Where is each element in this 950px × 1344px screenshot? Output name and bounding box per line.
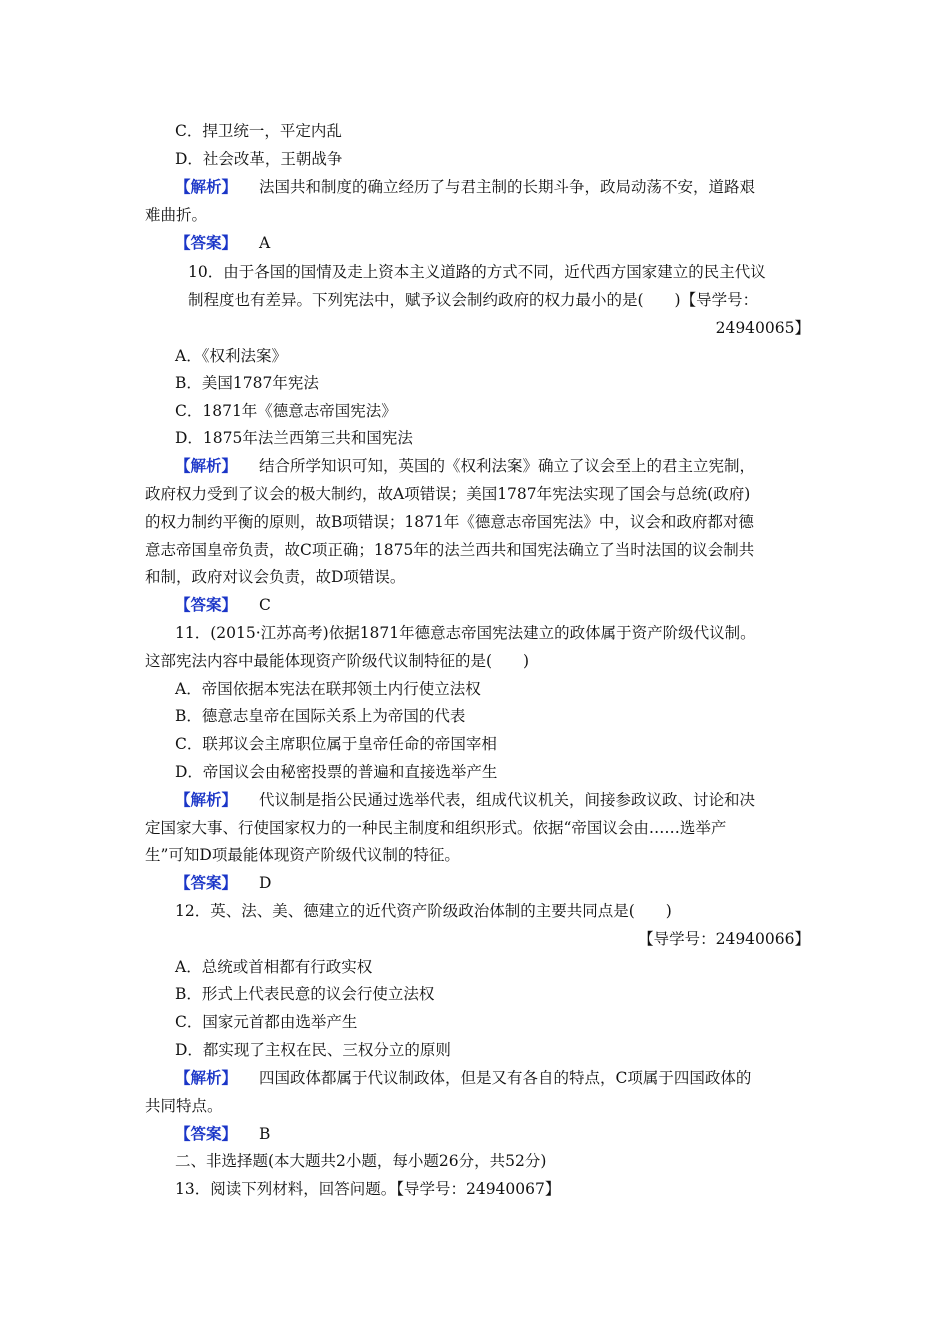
q11-option-d: D．帝国议会由秘密投票的普遍和直接选举产生	[175, 763, 498, 781]
q10-analysis-line3: 的权力制约平衡的原则，故B项错误；1871年《德意志帝国宪法》中，议会和政府都对德	[145, 513, 754, 531]
q11-stem-line2: 这部宪法内容中最能体现资产阶级代议制特征的是( )	[145, 652, 530, 670]
analysis-tag: 【解析】	[175, 456, 238, 475]
q12-stem: 12．英、法、美、德建立的近代资产阶级政治体制的主要共同点是( )	[175, 902, 672, 920]
answer-value: A	[259, 234, 271, 252]
q11-analysis-line3: 生”可知D项最能体现资产阶级代议制的特征。	[145, 846, 460, 864]
analysis-tag: 【解析】	[175, 1068, 238, 1087]
q9-option-c: C．捍卫统一，平定内乱	[175, 122, 342, 140]
q11-analysis-line2: 定国家大事、行使国家权力的一种民主制度和组织形式。依据“帝国议会由……选举产	[145, 819, 727, 837]
q12-option-c: C．国家元首都由选举产生	[175, 1013, 358, 1031]
analysis-text: 四国政体都属于代议制政体，但是又有各自的特点，C项属于四国政体的	[259, 1069, 752, 1087]
q11-answer	[175, 873, 271, 893]
q11-option-b: B．德意志皇帝在国际关系上为帝国的代表	[175, 707, 466, 725]
analysis-tag: 【解析】	[175, 790, 238, 809]
q10-analysis-line2: 政府权力受到了议会的极大制约，故A项错误；美国1787年宪法实现了国会与总统(政府)	[145, 485, 751, 503]
analysis-text: 法国共和制度的确立经历了与君主制的长期斗争，政局动荡不安，道路艰	[259, 178, 756, 196]
q10-option-a: A．《权利法案》	[175, 347, 287, 365]
answer-tag: 【答案】	[175, 1124, 238, 1143]
q12-answer	[175, 1124, 270, 1144]
answer-value: D	[259, 874, 272, 892]
q12-option-a: A．总统或首相都有行政实权	[175, 958, 373, 976]
answer-value: B	[259, 1125, 271, 1143]
q12-analysis-line2: 共同特点。	[145, 1097, 223, 1115]
q10-stem-line2: 制程度也有差异。下列宪法中，赋予议会制约政府的权力最小的是( )【导学号：	[188, 291, 759, 309]
q10-guide-number: 24940065】	[715, 319, 810, 337]
q9-analysis-cont: 难曲折。	[145, 206, 208, 224]
q10-option-b: B．美国1787年宪法	[175, 374, 319, 392]
answer-tag: 【答案】	[175, 233, 238, 252]
q11-analysis	[175, 790, 755, 810]
q12-option-d: D．都实现了主权在民、三权分立的原则	[175, 1041, 451, 1059]
q10-option-d: D．1875年法兰西第三共和国宪法	[175, 429, 413, 447]
q10-option-c: C．1871年《德意志帝国宪法》	[175, 402, 397, 420]
answer-tag: 【答案】	[175, 873, 238, 892]
q11-option-a: A．帝国依据本宪法在联邦领土内行使立法权	[175, 680, 481, 698]
q9-analysis	[175, 177, 755, 197]
answer-value: C	[259, 596, 271, 614]
section-heading: 二、非选择题(本大题共2小题，每小题26分，共52分)	[175, 1152, 547, 1170]
analysis-text: 代议制是指公民通过选举代表，组成代议机关，间接参政议政、讨论和决	[259, 791, 756, 809]
answer-tag: 【答案】	[175, 595, 238, 614]
q10-analysis-line5: 和制，政府对议会负责，故D项错误。	[145, 568, 406, 586]
q12-option-b: B．形式上代表民意的议会行使立法权	[175, 985, 435, 1003]
q10-analysis	[175, 456, 755, 476]
analysis-text: 结合所学知识可知，英国的《权利法案》确立了议会至上的君主立宪制，	[259, 457, 756, 475]
q11-option-c: C．联邦议会主席职位属于皇帝任命的帝国宰相	[175, 735, 497, 753]
q10-answer	[175, 595, 271, 615]
q12-guide-number: 【导学号：24940066】	[638, 930, 810, 948]
analysis-tag: 【解析】	[175, 177, 238, 196]
q9-answer	[175, 233, 270, 253]
q10-stem-line1: 10．由于各国的国情及走上资本主义道路的方式不同，近代西方国家建立的民主代议	[188, 263, 766, 281]
q13-stem: 13．阅读下列材料，回答问题。【导学号：24940067】	[175, 1180, 561, 1198]
q10-analysis-line4: 意志帝国皇帝负责，故C项正确；1875年的法兰西共和国宪法确立了当时法国的议会制共	[145, 541, 755, 559]
q11-stem-line1: 11．(2015·江苏高考)依据1871年德意志帝国宪法建立的政体属于资产阶级代议制。	[175, 624, 756, 642]
q9-option-d: D．社会改革，王朝战争	[175, 150, 343, 168]
q12-analysis	[175, 1068, 751, 1088]
